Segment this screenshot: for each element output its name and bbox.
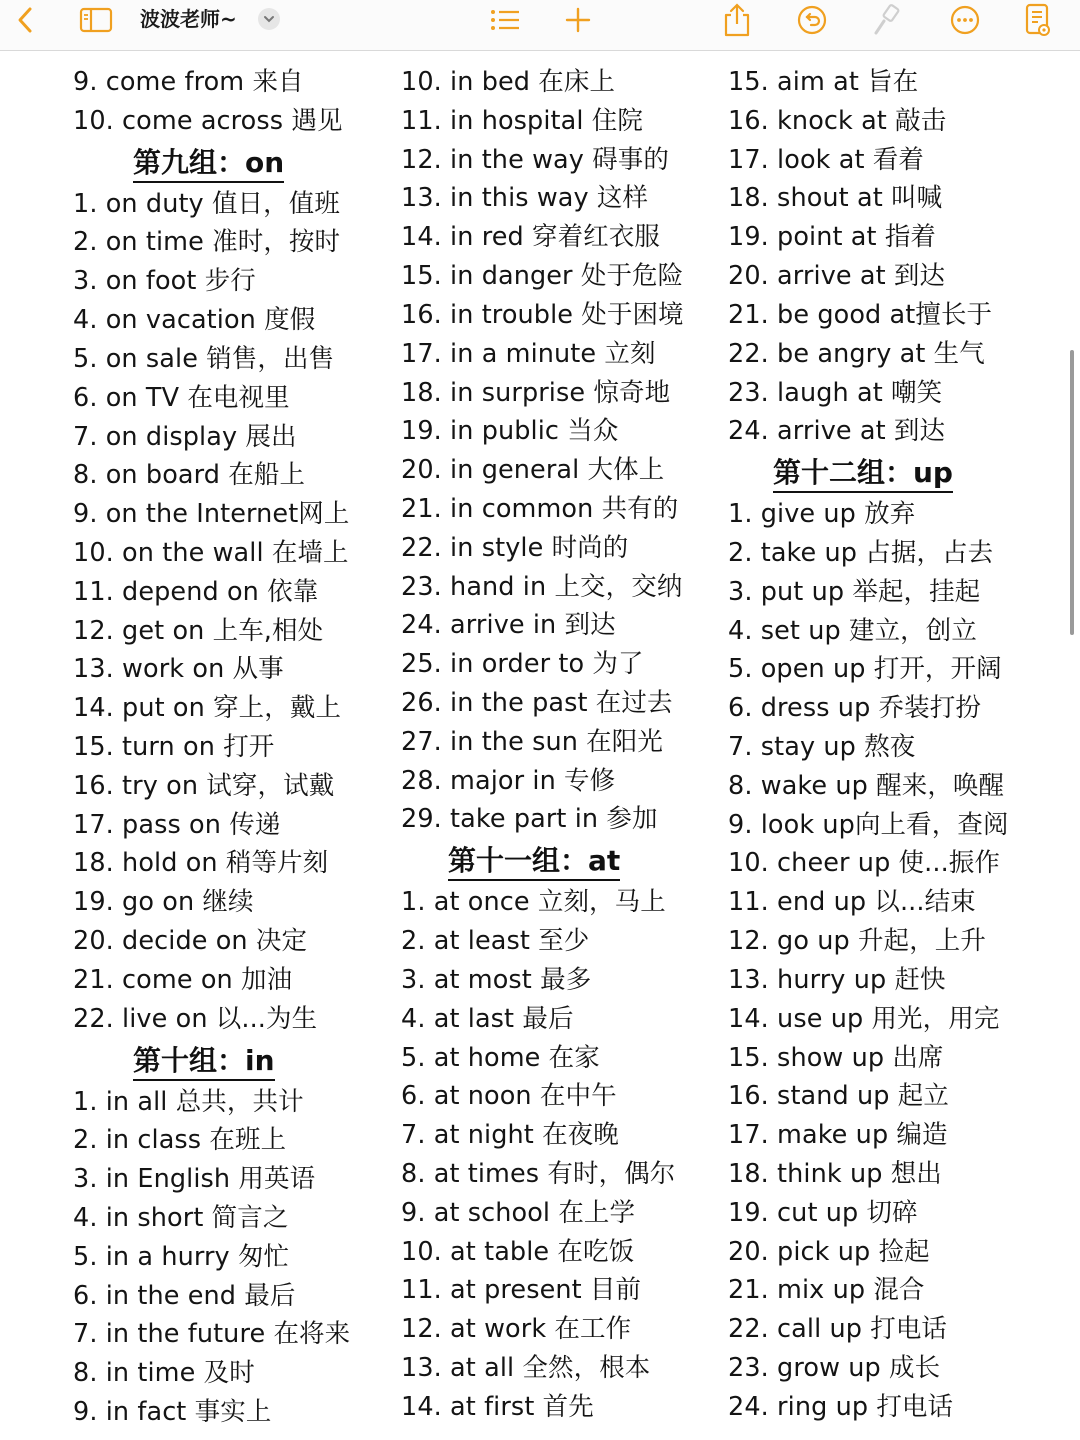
phrase-item: 15. aim at 旨在 [728, 67, 919, 97]
column-1 [73, 63, 393, 1432]
chevron-down-icon[interactable] [258, 8, 280, 30]
phrase-item: 9. on the Internet网上 [73, 499, 350, 530]
phrase-item: 24. ring up 打电话 [728, 1391, 954, 1422]
phrase-item: 3. at most 最多 [401, 964, 592, 995]
phrase-item: 5. open up 打开，开阔 [728, 654, 1002, 685]
phrase-item: 21. in common 共有的 [401, 493, 679, 524]
phrase-item: 20. in general 大体上 [401, 455, 665, 486]
phrase-item: 11. in hospital 住院 [401, 105, 643, 136]
phrase-item: 21. mix up 混合 [728, 1275, 925, 1306]
top-toolbar [0, 0, 1080, 51]
phrase-item: 13. in this way 这样 [401, 183, 649, 214]
phrase-item: 10. come across 遇见 [73, 105, 343, 136]
phrase-item: 3. on foot 步行 [73, 266, 256, 297]
phrase-item: 2. on time 准时，按时 [73, 227, 341, 258]
phrase-item: 13. at all 全然，根本 [401, 1353, 651, 1383]
back-icon[interactable] [10, 0, 40, 40]
phrase-item: 12. in the way 碍事的 [401, 144, 669, 175]
phrase-item: 10. in bed 在床上 [401, 67, 616, 97]
phrase-item: 17. in a minute 立刻 [401, 338, 656, 369]
phrase-item: 10. at table 在吃饭 [401, 1236, 635, 1267]
phrase-item: 12. get on 上车,相处 [73, 615, 324, 646]
phrase-item: 1. on duty 值日，值班 [73, 188, 340, 219]
phrase-item: 2. in class 在班上 [73, 1125, 287, 1156]
phrase-item: 8. in time 及时 [73, 1358, 255, 1389]
phrase-item: 20. arrive at 到达 [728, 261, 946, 292]
phrase-item: 17. make up 编造 [728, 1120, 948, 1151]
phrase-item: 14. use up 用光，用完 [728, 1003, 1000, 1034]
phrase-item: 13. hurry up 赶快 [728, 964, 946, 995]
phrase-item: 4. in short 简言之 [73, 1202, 289, 1233]
phrase-item: 22. live on 以...为生 [73, 1003, 318, 1034]
phrase-item: 7. on display 展出 [73, 421, 297, 452]
phrase-item: 2. at least 至少 [401, 926, 590, 957]
phrase-item: 6. at noon 在中午 [401, 1081, 617, 1112]
section-heading-at: 第十一组：at [401, 839, 721, 883]
section-heading-on: 第九组：on [73, 141, 393, 185]
phrase-item: 15. turn on 打开 [73, 732, 275, 762]
phrase-item: 17. pass on 传递 [73, 809, 281, 840]
phrase-item: 3. in English 用英语 [73, 1164, 316, 1195]
phrase-item: 16. try on 试穿，试戴 [73, 770, 335, 801]
phrase-item: 5. on sale 销售，出售 [73, 343, 335, 374]
phrase-item: 6. on TV 在电视里 [73, 382, 290, 413]
brush-icon[interactable] [870, 0, 904, 40]
phrase-item: 15. in danger 处于危险 [401, 261, 684, 292]
phrase-item: 19. point at 指着 [728, 222, 937, 253]
phrase-item: 4. set up 建立，创立 [728, 615, 977, 646]
phrase-item: 16. knock at 敲击 [728, 105, 947, 136]
phrase-item: 14. at first 首先 [401, 1391, 594, 1422]
phrase-item: 10. cheer up 使...振作 [728, 848, 1000, 879]
phrase-item: 6. dress up 乔装打扮 [728, 693, 981, 724]
vertical-scrollbar[interactable] [1070, 350, 1074, 635]
phrase-item: 22. be angry at 生气 [728, 338, 985, 369]
phrase-item: 18. hold on 稍等片刻 [73, 848, 329, 879]
phrase-item: 2. take up 占据，占去 [728, 537, 994, 568]
phrase-item: 20. decide on 决定 [73, 926, 308, 957]
phrase-item: 20. pick up 捡起 [728, 1236, 930, 1267]
phrase-item: 15. show up 出席 [728, 1042, 944, 1073]
plus-icon[interactable] [563, 0, 593, 40]
phrase-item: 26. in the past 在过去 [401, 688, 673, 718]
phrase-item: 9. come from 来自 [73, 67, 304, 97]
phrase-item: 11. at present 目前 [401, 1275, 642, 1306]
column-2 [401, 63, 721, 1427]
undo-icon[interactable] [795, 0, 829, 40]
phrase-item: 4. on vacation 度假 [73, 305, 316, 336]
more-icon[interactable] [948, 0, 982, 40]
phrase-item: 10. on the wall 在墙上 [73, 537, 349, 568]
phrase-item: 17. look at 看着 [728, 144, 924, 175]
phrase-item: 24. arrive in 到达 [401, 610, 616, 641]
phrase-item: 14. put on 穿上，戴上 [73, 693, 342, 724]
phrase-item: 21. come on 加油 [73, 964, 293, 995]
phrase-item: 12. go up 升起，上升 [728, 926, 987, 957]
phrase-item: 1. in all 总共，共计 [73, 1086, 304, 1117]
phrase-item: 25. in order to 为了 [401, 649, 644, 680]
section-heading-up: 第十二组：up [728, 451, 1068, 495]
phrase-item: 5. in a hurry 匆忙 [73, 1241, 290, 1272]
phrase-item: 21. be good at擅长于 [728, 299, 993, 330]
list-icon[interactable] [488, 0, 522, 40]
phrase-item: 11. depend on 依靠 [73, 576, 319, 607]
phrase-item: 8. wake up 醒来，唤醒 [728, 770, 1005, 801]
phrase-item: 12. at work 在工作 [401, 1314, 632, 1345]
phrase-item: 13. work on 从事 [73, 654, 284, 685]
phrase-item: 9. at school 在上学 [401, 1197, 636, 1228]
phrase-item: 27. in the sun 在阳光 [401, 726, 663, 757]
phrase-item: 7. at night 在夜晚 [401, 1120, 619, 1151]
phrase-item: 18. think up 想出 [728, 1158, 942, 1189]
phrase-item: 22. in style 时尚的 [401, 532, 629, 563]
phrase-item: 18. shout at 叫喊 [728, 183, 943, 214]
phrase-item: 22. call up 打电话 [728, 1314, 948, 1345]
document-view-icon[interactable] [1022, 0, 1054, 40]
phrase-item: 5. at home 在家 [401, 1042, 600, 1073]
phrase-item: 23. grow up 成长 [728, 1353, 941, 1383]
phrase-item: 19. cut up 切碎 [728, 1197, 918, 1228]
phrase-item: 6. in the end 最后 [73, 1280, 296, 1311]
phrase-item: 11. end up 以...结束 [728, 887, 976, 918]
share-icon[interactable] [720, 0, 754, 40]
document-title[interactable]: 波波老师~ [140, 7, 237, 31]
phrase-item: 7. stay up 熬夜 [728, 732, 916, 762]
phrase-item: 1. at once 立刻，马上 [401, 887, 666, 918]
phrase-item: 3. put up 举起，挂起 [728, 576, 981, 607]
phrase-item: 16. stand up 起立 [728, 1081, 949, 1112]
phrase-item: 7. in the future 在将来 [73, 1319, 351, 1350]
phrase-item: 9. look up向上看，查阅 [728, 809, 1009, 840]
phrase-item: 29. take part in 参加 [401, 804, 658, 835]
sidebar-icon[interactable] [78, 0, 114, 40]
phrase-item: 8. at times 有时，偶尔 [401, 1158, 676, 1189]
phrase-item: 14. in red 穿着红衣服 [401, 222, 661, 253]
phrase-item: 23. hand in 上交，交纳 [401, 571, 683, 602]
phrase-item: 23. laugh at 嘲笑 [728, 377, 943, 408]
phrase-item: 1. give up 放弃 [728, 499, 916, 530]
phrase-item: 9. in fact 事实上 [73, 1397, 272, 1427]
phrase-item: 8. on board 在船上 [73, 460, 306, 491]
phrase-item: 18. in surprise 惊奇地 [401, 377, 671, 408]
section-heading-in: 第十组：in [73, 1039, 393, 1083]
column-3 [728, 63, 1068, 1427]
phrase-item: 16. in trouble 处于困境 [401, 299, 684, 330]
phrase-item: 19. in public 当众 [401, 416, 619, 447]
phrase-item: 24. arrive at 到达 [728, 416, 946, 447]
phrase-item: 28. major in 专修 [401, 765, 616, 796]
phrase-item: 4. at last 最后 [401, 1003, 574, 1034]
phrase-item: 19. go on 继续 [73, 887, 254, 918]
